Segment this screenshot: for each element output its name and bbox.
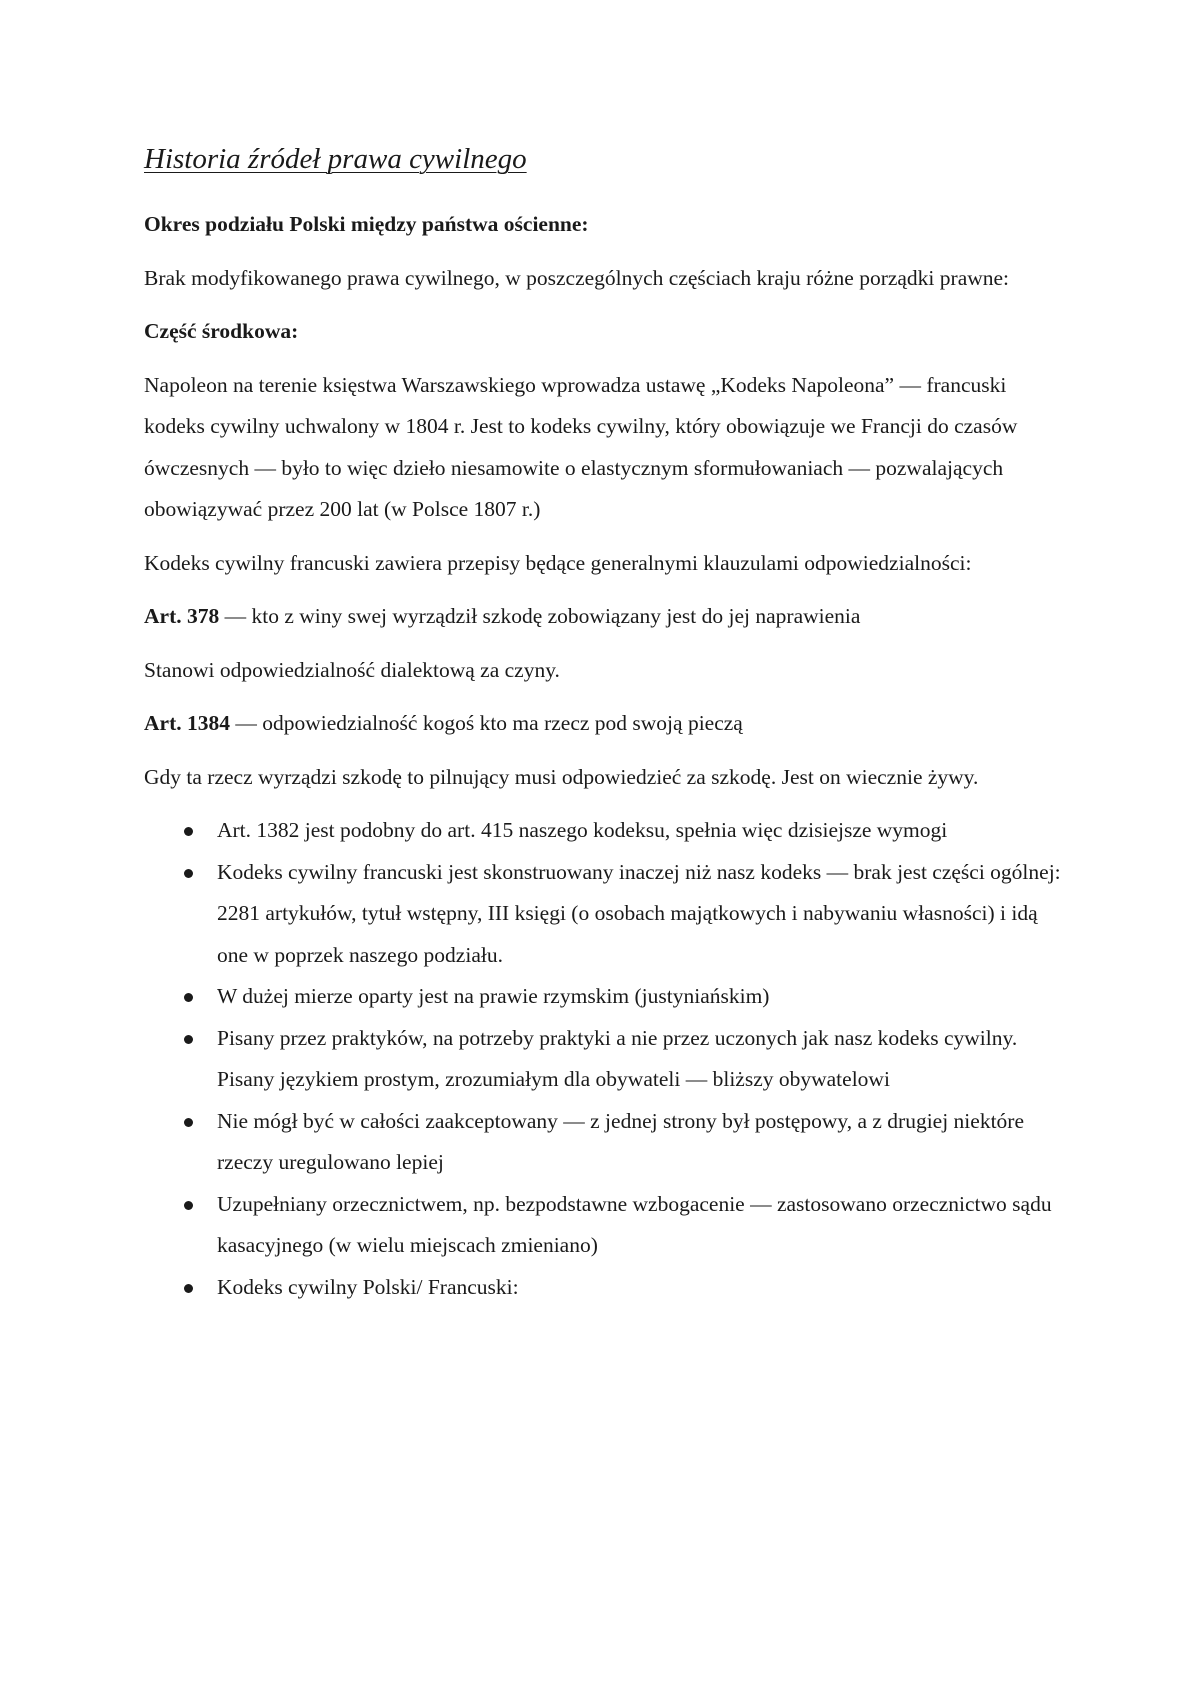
paragraph-french-code: Kodeks cywilny francuski zawiera przepisy będące generalnymi klauzulami odpowiedzialności: — [144, 550, 972, 575]
list-item-text: Uzupełniany orzecznictwem, np. bezpodstawne wzbogacenie — zastosowano orzecznictwo sądu kasacyjnego (w wielu miejscach zmieniano) — [217, 1191, 1052, 1257]
bullet-icon — [184, 827, 193, 836]
bullet-icon — [184, 869, 193, 878]
bullet-icon — [184, 1035, 193, 1044]
bullet-icon — [184, 1201, 193, 1210]
bullet-icon — [184, 993, 193, 1002]
bullet-list — [144, 810, 1064, 1308]
list-item-text: Pisany przez praktyków, na potrzeby praktyki a nie przez uczonych jak nasz kodeks cywilny. Pisany językiem prostym, zrozumiałym dla obywateli — bliższy obywatelowi — [217, 1025, 1018, 1091]
list-item-text: Nie mógł być w całości zaakceptowany — z jednej strony był postępowy, a z drugiej niektóre rzeczy uregulowano lepiej — [217, 1108, 1024, 1174]
list-item — [144, 1184, 1064, 1267]
section-heading-central: Część środkowa: — [144, 319, 299, 343]
document-page — [144, 140, 1064, 1308]
bullet-icon — [184, 1118, 193, 1127]
list-item-text: W dużej mierze oparty jest na prawie rzymskim (justyniańskim) — [217, 984, 770, 1008]
paragraph-no-codified-law: Brak modyfikowanego prawa cywilnego, w poszczególnych częściach kraju różne porządki prawne: — [144, 265, 1010, 290]
list-item-text: Kodeks cywilny francuski jest skonstruowany inaczej niż nasz kodeks — brak jest części ogólnej: 2281 artykułów, tytuł wstępny, III księgi (o osobach majątkowych i nabywaniu własności) i idą one w poprzek naszego podziału. — [217, 859, 1061, 967]
list-item — [144, 1267, 1064, 1309]
list-item — [144, 1018, 1064, 1101]
paragraph-napoleon: Napoleon na terenie księstwa Warszawskiego wprowadza ustawę „Kodeks Napoleona” — francuski kodeks cywilny uchwalony w 1804 r. Jest to kodeks cywilny, który obowiązuje we Francji do czasów ówczesnych — było to więc dzieło niesamowite o elastycznym sformułowaniach — pozwalających obowiązywać przez 200 lat (w Polsce 1807 r.) — [144, 372, 1018, 521]
list-item — [144, 1101, 1064, 1184]
document-title: Historia źródeł prawa cywilnego — [144, 143, 527, 175]
paragraph-art-378 — [144, 596, 1064, 638]
paragraph-liability: Stanowi odpowiedzialność dialektową za czyny. — [144, 657, 560, 682]
art-378-text: — kto z winy swej wyrządził szkodę zobowiązany jest do jej naprawienia — [219, 604, 861, 628]
paragraph-guardian: Gdy ta rzecz wyrządzi szkodę to pilnujący musi odpowiedzieć za szkodę. Jest on wiecznie żywy. — [144, 764, 979, 789]
list-item — [144, 810, 1064, 852]
list-item — [144, 852, 1064, 977]
art-1384-label: Art. 1384 — [144, 711, 230, 735]
bullet-icon — [184, 1284, 193, 1293]
section-heading-partition: Okres podziału Polski między państwa ościenne: — [144, 212, 589, 236]
art-1384-text: — odpowiedzialność kogoś kto ma rzecz pod swoją pieczą — [229, 711, 743, 735]
paragraph-art-1384 — [144, 703, 1064, 745]
list-item — [144, 976, 1064, 1018]
list-item-text: Art. 1382 jest podobny do art. 415 naszego kodeksu, spełnia więc dzisiejsze wymogi — [217, 818, 948, 842]
list-item-text: Kodeks cywilny Polski/ Francuski: — [217, 1274, 519, 1299]
art-378-label: Art. 378 — [144, 604, 220, 628]
